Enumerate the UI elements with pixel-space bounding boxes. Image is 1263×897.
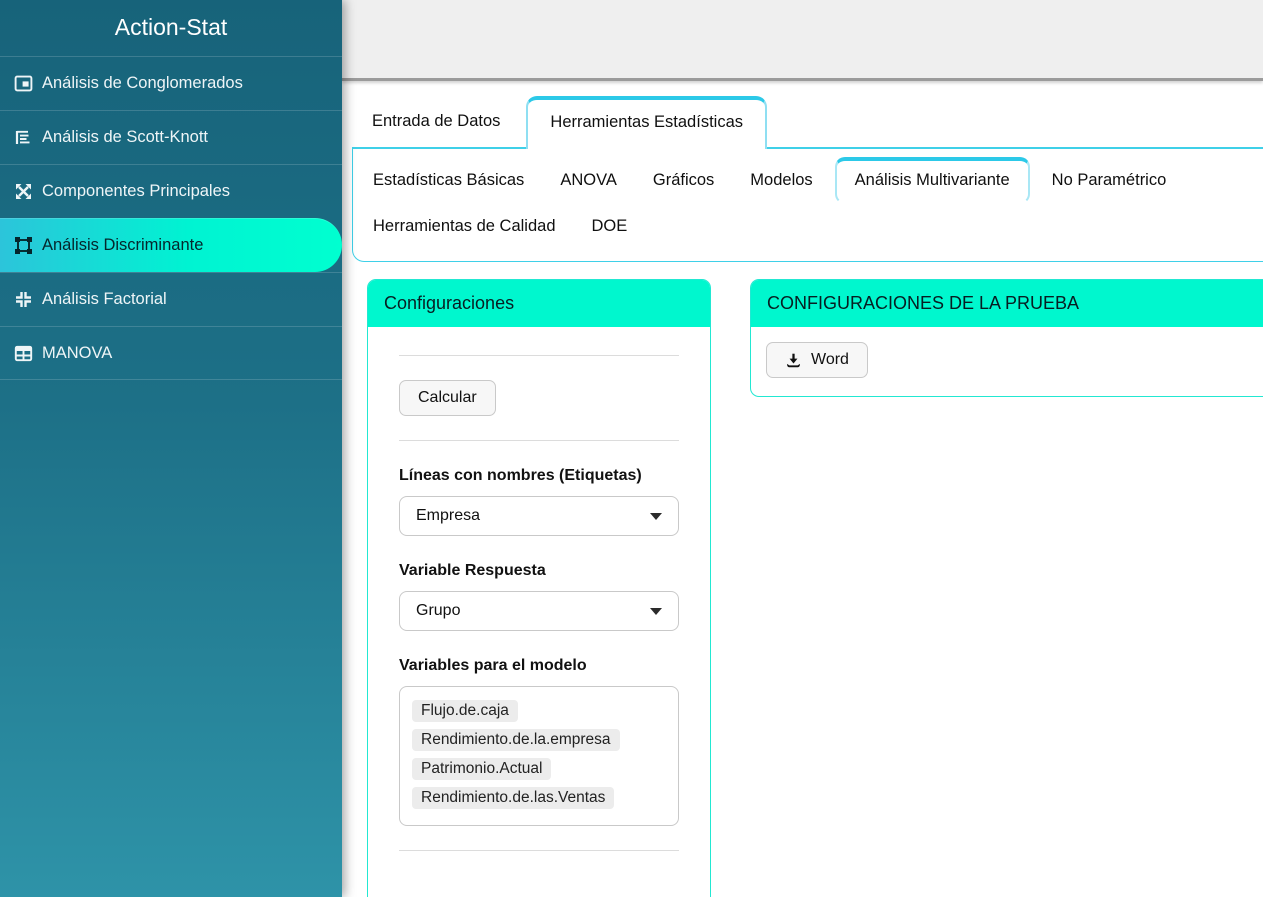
results-panel-title: CONFIGURACIONES DE LA PRUEBA xyxy=(751,280,1263,327)
model-variables-label: Variables para el modelo xyxy=(399,657,587,674)
sidebar-item-label: Análisis Factorial xyxy=(42,290,167,308)
chart-bars-icon xyxy=(14,128,33,147)
variable-chip[interactable]: Flujo.de.caja xyxy=(412,700,518,722)
labels-field-label: Líneas con nombres (Etiquetas) xyxy=(399,467,642,484)
response-select[interactable] xyxy=(399,591,679,631)
top-toolbar xyxy=(342,0,1263,81)
tab-herramientas-estadisticas[interactable]: Herramientas Estadísticas xyxy=(526,96,767,149)
variable-chip[interactable]: Rendimiento.de.las.Ventas xyxy=(412,787,614,809)
sidebar-item-label: Análisis Discriminante xyxy=(42,236,204,254)
divider xyxy=(399,355,679,356)
compress-arrows-icon xyxy=(14,290,33,309)
labels-select-value: Empresa xyxy=(416,507,481,524)
config-panel xyxy=(367,279,711,897)
subtab-estadisticas-basicas[interactable]: Estadísticas Básicas xyxy=(373,171,525,189)
image-icon xyxy=(14,74,33,93)
divider xyxy=(399,850,679,851)
config-panel-body xyxy=(368,327,710,885)
sidebar-item-label: Análisis de Scott-Knott xyxy=(42,128,208,146)
sidebar-item-discriminante[interactable] xyxy=(0,218,342,272)
panels-row xyxy=(342,262,1263,897)
subtab-analisis-multivariante[interactable]: Análisis Multivariante xyxy=(835,157,1030,204)
sidebar xyxy=(0,0,342,897)
divider xyxy=(399,440,679,441)
model-variables-box[interactable] xyxy=(399,686,679,826)
sidebar-item-label: MANOVA xyxy=(42,343,113,362)
main-content xyxy=(342,0,1263,897)
calculate-button[interactable]: Calcular xyxy=(399,380,496,416)
chevron-down-icon xyxy=(650,608,662,615)
labels-select[interactable] xyxy=(399,496,679,536)
chevron-down-icon xyxy=(650,513,662,520)
sidebar-item-scott-knott[interactable] xyxy=(0,110,342,164)
expand-arrows-icon xyxy=(14,182,33,201)
variable-chip[interactable]: Patrimonio.Actual xyxy=(412,758,551,780)
variable-chip[interactable]: Rendimiento.de.la.empresa xyxy=(412,729,620,751)
app-title: Action-Stat xyxy=(114,14,228,40)
sidebar-item-manova[interactable] xyxy=(0,326,342,380)
download-icon xyxy=(785,352,802,369)
word-export-button[interactable] xyxy=(766,342,868,378)
subtab-anova[interactable]: ANOVA xyxy=(560,171,617,189)
table-icon xyxy=(14,344,33,363)
word-export-label: Word xyxy=(811,351,849,368)
response-field-label: Variable Respuesta xyxy=(399,562,546,579)
sub-tab-bar xyxy=(352,149,1263,262)
results-panel xyxy=(750,279,1263,397)
sidebar-item-componentes[interactable] xyxy=(0,164,342,218)
response-select-value: Grupo xyxy=(416,602,461,619)
main-tab-bar xyxy=(352,95,1263,149)
results-panel-body xyxy=(751,327,1263,393)
subtab-graficos[interactable]: Gráficos xyxy=(652,171,715,189)
vector-square-icon xyxy=(14,236,33,255)
subtab-no-parametrico[interactable]: No Paramétrico xyxy=(1051,171,1167,189)
sidebar-item-conglomerados[interactable] xyxy=(0,56,342,110)
sidebar-item-factorial[interactable] xyxy=(0,272,342,326)
tab-entrada-de-datos[interactable]: Entrada de Datos xyxy=(372,112,501,130)
sidebar-item-label: Componentes Principales xyxy=(42,182,231,200)
subtab-modelos[interactable]: Modelos xyxy=(750,171,813,189)
sidebar-item-label: Análisis de Conglomerados xyxy=(42,74,243,92)
config-panel-title: Configuraciones xyxy=(368,280,710,327)
subtab-doe[interactable]: DOE xyxy=(591,217,628,235)
subtab-herramientas-de-calidad[interactable]: Herramientas de Calidad xyxy=(373,217,556,235)
